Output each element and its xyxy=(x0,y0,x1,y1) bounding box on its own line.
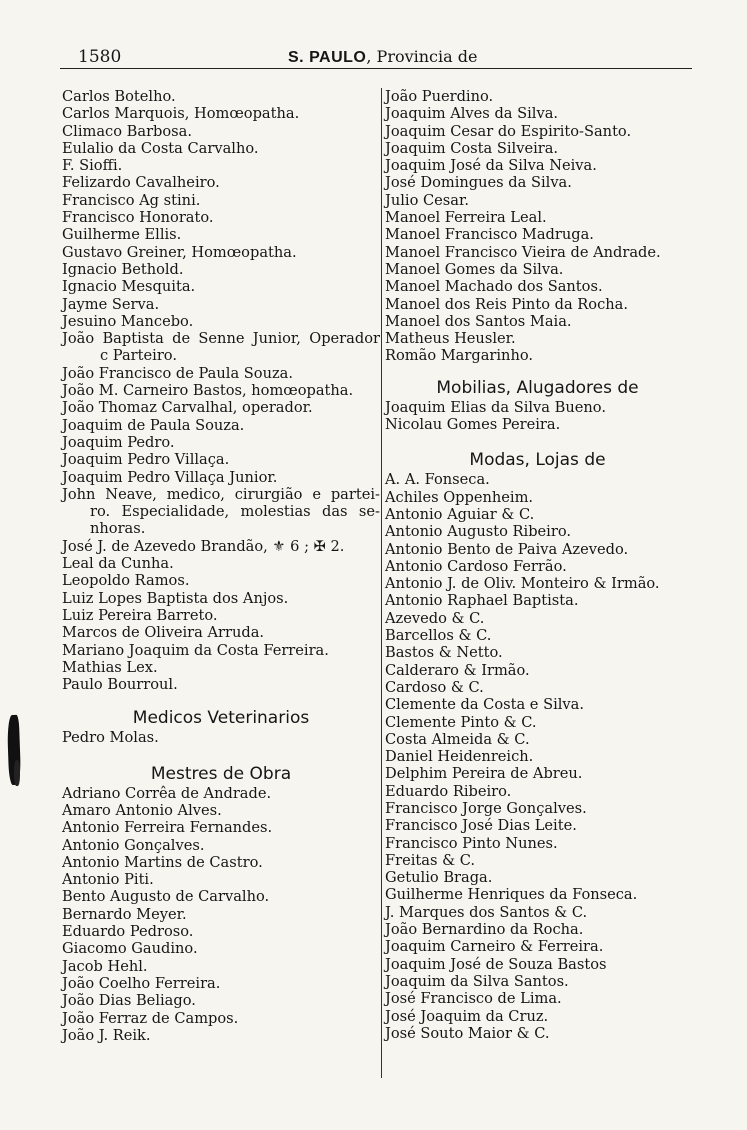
left-top-list xyxy=(62,88,380,330)
directory-entry: Francisco Ag stini. xyxy=(62,191,201,209)
column-divider xyxy=(381,88,382,1078)
directory-entry: Leal da Cunha. xyxy=(62,555,174,573)
directory-entry: Calderaro & Irmão. xyxy=(385,661,530,679)
entry-word: João xyxy=(62,330,95,348)
directory-entry: Carlos Marquois, Homœopatha. xyxy=(62,105,300,123)
directory-entry: João Francisco de Paula Souza. xyxy=(62,364,293,382)
directory-entry: Mariano Joaquim da Costa Ferreira. xyxy=(62,641,329,659)
directory-entry: Francisco Jorge Gonçalves. xyxy=(385,799,587,817)
mestres-list xyxy=(62,785,380,1044)
directory-entry: João J. Reik. xyxy=(62,1026,151,1044)
page-header xyxy=(60,44,692,69)
directory-entry: J. Marques dos Santos & C. xyxy=(385,903,588,921)
directory-entry: Antonio Cardoso Ferrão. xyxy=(385,557,567,575)
directory-entry: Felizardo Cavalheiro. xyxy=(62,174,220,192)
directory-entry: Mathias Lex. xyxy=(62,658,158,676)
directory-entry: José Francisco de Lima. xyxy=(385,990,562,1008)
left-late-list xyxy=(62,538,380,694)
directory-entry: Paulo Bourroul. xyxy=(62,676,178,694)
directory-entry: Pedro Molas. xyxy=(62,729,159,747)
directory-entry: Joaquim Elias da Silva Bueno. xyxy=(385,398,606,416)
directory-entry: Manoel Francisco Madruga. xyxy=(385,226,594,244)
directory-entry: Francisco Honorato. xyxy=(62,209,214,227)
john-neave-entry xyxy=(62,486,380,538)
directory-entry: Antonio Aguiar & C. xyxy=(385,505,535,523)
entry-line xyxy=(62,330,380,347)
entry-word: partei- xyxy=(330,485,380,503)
directory-entry: Achiles Oppenheim. xyxy=(385,488,534,506)
directory-entry: Antonio Raphael Baptista. xyxy=(385,592,579,610)
entry-word: Operador xyxy=(309,330,380,348)
directory-entry: Jayme Serva. xyxy=(62,295,160,313)
directory-entry: Matheus Heusler. xyxy=(385,330,516,348)
directory-entry: Joaquim Cesar do Espirito-Santo. xyxy=(385,122,632,140)
joao-baptista-entry xyxy=(62,330,380,365)
directory-entry: Barcellos & C. xyxy=(385,627,492,645)
entry-word: Baptista xyxy=(102,330,164,348)
directory-entry: Delphim Pereira de Abreu. xyxy=(385,765,583,783)
directory-entry: Getulio Braga. xyxy=(385,869,493,887)
directory-entry: Luiz Lopes Baptista dos Anjos. xyxy=(62,589,289,607)
directory-entry: Manoel dos Santos Maia. xyxy=(385,312,572,330)
directory-entry: Francisco José Dias Leite. xyxy=(385,817,577,835)
right-column xyxy=(385,88,690,1042)
section-heading-mestres-de-obra: Mestres de Obra xyxy=(150,763,292,784)
entry-word: e xyxy=(312,485,321,503)
directory-entry: Antonio Augusto Ribeiro. xyxy=(385,523,571,541)
directory-entry: Ignacio Bethold. xyxy=(62,260,184,278)
directory-entry: Manoel Francisco Vieira de Andrade. xyxy=(385,243,661,261)
directory-entry: Freitas & C. xyxy=(385,851,476,869)
directory-entry: Antonio Gonçalves. xyxy=(62,836,205,854)
entry-line xyxy=(62,486,380,503)
directory-entry: Joaquim José de Souza Bastos xyxy=(385,955,607,973)
mobilias-list xyxy=(385,399,690,434)
directory-entry: Amaro Antonio Alves. xyxy=(62,801,222,819)
directory-entry: João Ferraz de Campos. xyxy=(62,1009,239,1027)
directory-entry: João Puerdino. xyxy=(385,88,494,105)
section-heading-modas: Modas, Lojas de xyxy=(469,450,606,471)
directory-entry: João Dias Beliago. xyxy=(62,992,196,1010)
entry-word: Junior, xyxy=(252,330,301,348)
directory-entry: Antonio Ferreira Fernandes. xyxy=(62,819,273,837)
directory-entry: José Souto Maior & C. xyxy=(385,1024,550,1042)
directory-entry: Bernardo Meyer. xyxy=(62,905,187,923)
directory-entry: Clemente Pinto & C. xyxy=(385,713,537,731)
section-heading-medicos-veterinarios: Medicos Veterinarios xyxy=(132,708,310,729)
left-column xyxy=(62,88,380,1044)
section-heading-mobilias: Mobilias, Alugadores de xyxy=(436,377,639,398)
directory-entry: João Coelho Ferreira. xyxy=(62,974,221,992)
directory-entry: Azevedo & C. xyxy=(385,609,485,627)
directory-entry: A. A. Fonseca. xyxy=(385,471,490,489)
directory-entry: Francisco Pinto Nunes. xyxy=(385,834,558,852)
directory-entry: Eduardo Pedroso. xyxy=(62,923,194,941)
directory-entry: Manoel dos Reis Pinto da Rocha. xyxy=(385,295,628,313)
directory-entry: Julio Cesar. xyxy=(385,191,470,209)
entry-word: Senne xyxy=(198,330,245,348)
entry-word: Especialidade, xyxy=(121,503,230,521)
entry-word: ro. xyxy=(90,503,111,521)
page-number: 1580 xyxy=(78,47,122,67)
directory-entry: Cardoso & C. xyxy=(385,678,484,696)
entry-word: medico, xyxy=(166,485,225,503)
directory-entry: Manoel Machado dos Santos. xyxy=(385,278,603,296)
entry-word: se- xyxy=(358,503,380,521)
directory-entry: Daniel Heidenreich. xyxy=(385,748,534,766)
directory-entry: Guilherme Ellis. xyxy=(62,226,182,244)
directory-entry: Adriano Corrêa de Andrade. xyxy=(62,784,272,802)
directory-entry: Carlos Botelho. xyxy=(62,88,176,105)
directory-entry: Giacomo Gaudino. xyxy=(62,940,198,958)
running-head-place: S. PAULO xyxy=(288,49,367,66)
entry-word: das xyxy=(322,503,348,521)
right-top-list xyxy=(385,88,690,365)
entry-line: nhoras. xyxy=(90,520,146,538)
ink-blot-mark xyxy=(14,760,20,786)
entry-word: Neave, xyxy=(105,485,157,503)
directory-entry: Romão Margarinho. xyxy=(385,347,534,365)
directory-entry: Joaquim Pedro. xyxy=(62,433,175,451)
directory-entry: José Joaquim da Cruz. xyxy=(385,1007,549,1025)
directory-entry: Joaquim Costa Silveira. xyxy=(385,139,559,157)
directory-entry: Marcos de Oliveira Arruda. xyxy=(62,624,265,642)
directory-entry: Joaquim Alves da Silva. xyxy=(385,105,559,123)
directory-entry: Nicolau Gomes Pereira. xyxy=(385,416,561,434)
entry-line: c Parteiro. xyxy=(100,347,177,365)
directory-entry: Guilherme Henriques da Fonseca. xyxy=(385,886,638,904)
vet-list xyxy=(62,729,380,746)
directory-entry: João Bernardino da Rocha. xyxy=(385,921,584,939)
directory-entry: Manoel Gomes da Silva. xyxy=(385,260,564,278)
directory-entry: Bento Augusto de Carvalho. xyxy=(62,888,270,906)
directory-entry: Leopoldo Ramos. xyxy=(62,572,190,590)
running-head xyxy=(288,47,477,67)
entry-word: cirurgião xyxy=(234,485,303,503)
directory-entry: Antonio Bento de Paiva Azevedo. xyxy=(385,540,629,558)
entry-word: John xyxy=(62,485,96,503)
directory-entry: João Thomaz Carvalhal, operador. xyxy=(62,399,313,417)
directory-entry: Joaquim Carneiro & Ferreira. xyxy=(385,938,604,956)
directory-entry: José J. de Azevedo Brandão, ⚜ 6 ; ✠ 2. xyxy=(62,537,345,555)
directory-entry: Costa Almeida & C. xyxy=(385,730,530,748)
directory-entry: F. Sioffi. xyxy=(62,157,123,175)
directory-entry: Joaquim Pedro Villaça. xyxy=(62,451,230,469)
directory-entry: Joaquim da Silva Santos. xyxy=(385,972,569,990)
modas-list xyxy=(385,471,690,1042)
directory-entry: Luiz Pereira Barreto. xyxy=(62,606,218,624)
directory-entry: Jacob Hehl. xyxy=(62,957,148,975)
directory-entry: Joaquim de Paula Souza. xyxy=(62,416,245,434)
directory-entry: Climaco Barbosa. xyxy=(62,122,192,140)
left-mid-list xyxy=(62,365,380,486)
directory-entry: Antonio Piti. xyxy=(62,871,154,889)
directory-entry: Manoel Ferreira Leal. xyxy=(385,209,547,227)
directory-entry: João M. Carneiro Bastos, homœopatha. xyxy=(62,382,354,400)
entry-word: de xyxy=(172,330,191,348)
directory-entry: Bastos & Netto. xyxy=(385,644,503,662)
running-head-rest: , Provincia de xyxy=(366,47,478,66)
directory-entry: Joaquim Pedro Villaça Junior. xyxy=(62,468,278,486)
directory-entry: Gustavo Greiner, Homœopatha. xyxy=(62,243,297,261)
directory-entry: Clemente da Costa e Silva. xyxy=(385,696,585,714)
entry-line xyxy=(62,503,380,520)
directory-entry: Antonio J. de Oliv. Monteiro & Irmão. xyxy=(385,575,660,593)
directory-entry: Jesuino Mancebo. xyxy=(62,312,194,330)
directory-entry: José Domingues da Silva. xyxy=(385,174,572,192)
directory-entry: Eulalio da Costa Carvalho. xyxy=(62,139,259,157)
directory-entry: Eduardo Ribeiro. xyxy=(385,782,512,800)
directory-entry: Joaquim José da Silva Neiva. xyxy=(385,157,597,175)
directory-entry: Ignacio Mesquita. xyxy=(62,278,196,296)
entry-word: molestias xyxy=(240,503,311,521)
directory-entry: Antonio Martins de Castro. xyxy=(62,853,263,871)
